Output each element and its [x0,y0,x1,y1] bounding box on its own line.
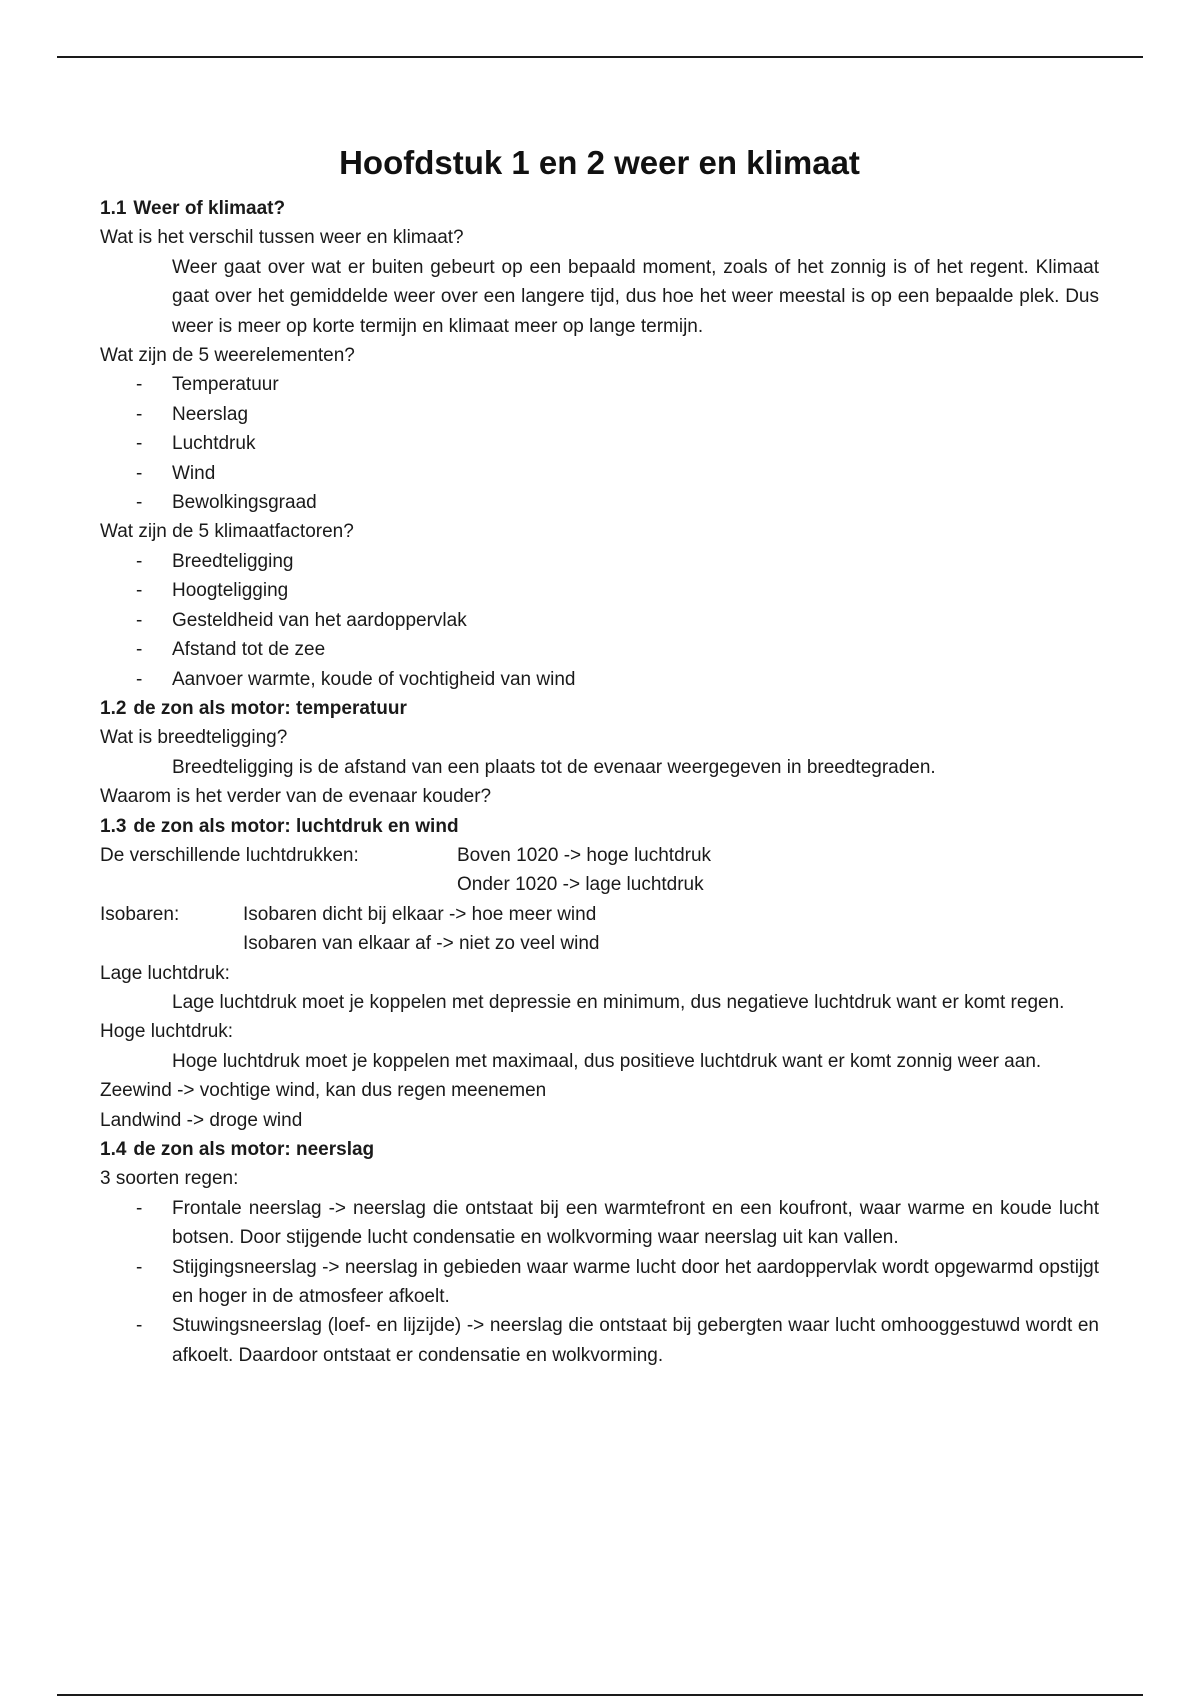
question: Wat zijn de 5 weerelementen? [100,345,355,367]
section-number: 1.2 [100,697,127,719]
list-item-text: Aanvoer warmte, koude of vochtigheid van wind [172,668,576,690]
list-item-text: Wind [172,462,216,484]
list-item [100,635,1099,664]
section-title: de zon als motor: luchtdruk en wind [133,815,459,837]
list-dash: - [136,609,143,631]
answer-paragraph: Breedteligging is de afstand van een plaats tot de evenaar weergegeven in breedtegraden. [172,756,936,778]
list-dash: - [136,462,143,484]
landwind-line: Landwind -> droge wind [100,1109,303,1131]
list-item [100,547,1099,576]
weerelementen-list [100,370,1099,517]
section-heading-1-1 [100,194,1099,223]
hoge-luchtdruk-label: Hoge luchtdruk: [100,1021,234,1043]
footer-rule [57,1694,1143,1696]
klimaatfactoren-list [100,547,1099,694]
list-item-text: Neerslag [172,403,249,425]
question: Waarom is het verder van de evenaar kouder? [100,786,492,808]
document-title: Hoofdstuk 1 en 2 weer en klimaat [339,144,860,181]
list-item-text: Luchtdruk [172,433,256,455]
lage-luchtdruk-label: Lage luchtdruk: [100,962,230,984]
section-title: de zon als motor: temperatuur [133,697,407,719]
list-item-text: Gesteldheid van het aardoppervlak [172,609,467,631]
question: Wat is breedteligging? [100,727,288,749]
hoge-luchtdruk-text: Hoge luchtdruk moet je koppelen met maximaal, dus positieve luchtdruk want er komt zonnig weer aan. [172,1050,1042,1072]
list-item [100,1253,1099,1312]
luchtdruk-value: Onder 1020 -> lage luchtdruk [457,874,704,896]
section-heading-1-3 [100,812,1099,841]
list-dash: - [136,1197,143,1219]
list-dash: - [136,403,143,425]
question: Wat zijn de 5 klimaatfactoren? [100,521,354,543]
list-dash: - [136,668,143,690]
list-item-text: Bewolkingsgraad [172,492,317,514]
document-page [100,140,1099,1370]
luchtdrukken-label: De verschillende luchtdrukken: [100,844,359,866]
list-dash: - [136,1315,143,1337]
list-item-text: Stuwingsneerslag (loef- en lijzijde) -> neerslag die ontstaat bij gebergten waar lucht omhooggestuwd wordt en afkoelt. Daardoor ontstaat er condensatie en wolkvorming. [172,1315,1099,1366]
list-dash: - [136,374,143,396]
list-dash: - [136,580,143,602]
list-dash: - [136,1256,143,1278]
section-number: 1.1 [100,198,127,219]
list-dash: - [136,433,143,455]
list-item-text: Temperatuur [172,374,279,396]
list-item [100,459,1099,488]
luchtdrukken-block [100,841,1099,900]
list-item [100,400,1099,429]
list-dash: - [136,550,143,572]
list-item-text: Breedteligging [172,550,294,572]
section-number: 1.3 [100,815,127,837]
luchtdruk-value: Boven 1020 -> hoge luchtdruk [457,844,712,866]
list-item [100,488,1099,517]
section-title: Weer of klimaat? [133,198,286,219]
section-title: de zon als motor: neerslag [133,1139,375,1160]
section-number: 1.4 [100,1139,127,1160]
section-heading-1-2 [100,694,1099,723]
header-rule [57,56,1143,58]
answer-paragraph: Weer gaat over wat er buiten gebeurt op een bepaald moment, zoals of het zonnig is of het regent. Klimaat gaat over het gemiddelde weer over een langere tijd, dus hoe het weer meestal is op een bepaalde plek. Dus weer is meer op korte termijn en klimaat meer op lange termijn. [172,256,1099,337]
list-item [100,576,1099,605]
list-item [100,1311,1099,1370]
isobaren-value: Isobaren van elkaar af -> niet zo veel wind [243,933,600,955]
list-item [100,429,1099,458]
zeewind-line: Zeewind -> vochtige wind, kan dus regen meenemen [100,1080,547,1102]
isobaren-value: Isobaren dicht bij elkaar -> hoe meer wind [243,903,597,925]
list-dash: - [136,639,143,661]
list-item-text: Hoogteligging [172,580,289,602]
section-heading-1-4 [100,1135,1099,1164]
list-item-text: Afstand tot de zee [172,639,326,661]
list-dash: - [136,492,143,514]
neerslag-intro: 3 soorten regen: [100,1168,239,1190]
list-item [100,606,1099,635]
list-item [100,665,1099,694]
list-item-text: Frontale neerslag -> neerslag die ontstaat bij een warmtefront en een koufront, waar warme en koude lucht botsen. Door stijgende lucht condensatie en wolkvorming waar neerslag uit kan vallen. [172,1197,1099,1249]
list-item [100,370,1099,399]
isobaren-label: Isobaren: [100,903,180,925]
question: Wat is het verschil tussen weer en klimaat? [100,227,464,249]
isobaren-block [100,900,1099,959]
list-item [100,1194,1099,1253]
lage-luchtdruk-text: Lage luchtdruk moet je koppelen met depressie en minimum, dus negatieve luchtdruk want er komt regen. [172,991,1065,1013]
list-item-text: Stijgingsneerslag -> neerslag in gebieden waar warme lucht door het aardoppervlak wordt opgewarmd opstijgt en hoger in de atmosfeer afkoelt. [172,1256,1099,1308]
neerslag-list [100,1194,1099,1370]
